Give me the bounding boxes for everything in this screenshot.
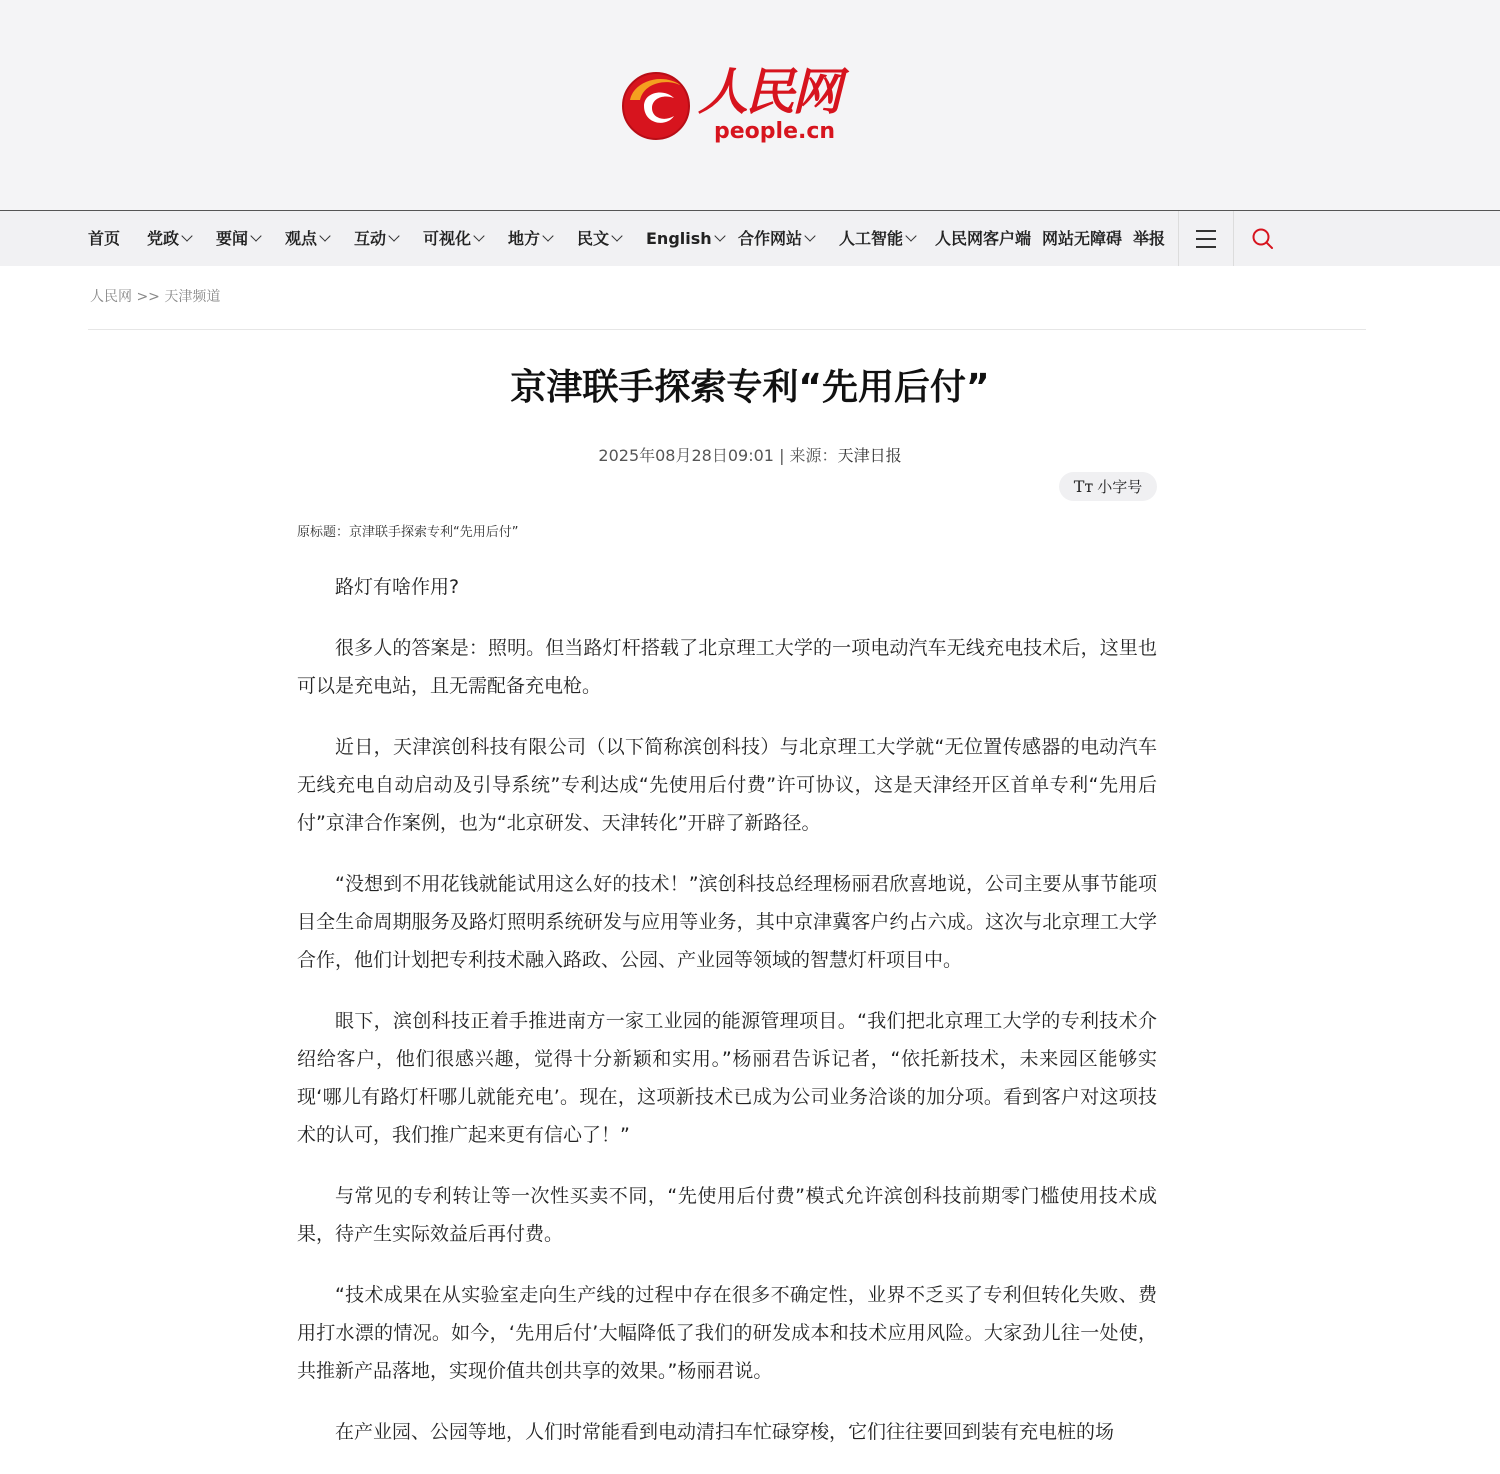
article-paragraph: 眼下，滨创科技正着手推进南方一家工业园的能源管理项目。“我们把北京理工大学的专利技术介绍给客户，他们很感兴趣，觉得十分新颖和实用。”杨丽君告诉记者，“依托新技术，未来园区能够实现‘哪儿有路灯杆哪儿就能充电’。现在，这项新技术已成为公司业务洽谈的加分项。看到客户对这项技术的认可，我们推广起来更有信心了！”: [297, 1010, 1157, 1146]
article-meta: [250, 443, 1250, 469]
chevron-down-icon: [388, 230, 399, 241]
people-cn-logo[interactable]: [620, 62, 840, 150]
article-paragraph: 在产业园、公园等地，人们时常能看到电动清扫车忙碌穿梭，它们往往要回到装有充电桩的场: [335, 1421, 1115, 1443]
chevron-down-icon: [905, 230, 916, 241]
original-title: 原标题：京津联手探索专利“先用后付”: [297, 525, 519, 540]
nav-divider: [1178, 211, 1179, 266]
nav-item-report[interactable]: 举报: [1133, 229, 1166, 248]
chevron-down-icon: [319, 230, 330, 241]
nav-item-party[interactable]: 党政: [147, 211, 191, 266]
article-paragraph: 路灯有啥作用?: [335, 576, 460, 598]
site-header: [0, 0, 1500, 210]
chevron-down-icon: [542, 230, 553, 241]
nav-item-local[interactable]: 地方: [508, 211, 552, 266]
breadcrumb-channel-link[interactable]: 天津频道: [164, 289, 221, 305]
nav-item-opinion[interactable]: 观点: [285, 211, 329, 266]
font-size-icon: Tт: [1073, 477, 1094, 496]
breadcrumb-separator: >>: [136, 289, 160, 305]
font-size-toggle-button[interactable]: [1059, 472, 1157, 501]
meta-separator: |: [779, 446, 785, 465]
article-title: 京津联手探索专利“先用后付”: [510, 367, 990, 408]
nav-item-ethnic[interactable]: 民文: [577, 211, 621, 266]
breadcrumb: [90, 286, 220, 308]
nav-item-partners[interactable]: 合作网站: [738, 211, 814, 266]
nav-item-ai[interactable]: 人工智能: [839, 211, 915, 266]
main-nav: [0, 210, 1500, 266]
source-link[interactable]: 天津日报: [837, 446, 902, 465]
nav-item-english[interactable]: English: [646, 211, 724, 266]
logo-en-text: people.cn: [714, 119, 836, 144]
logo-cn-text: 人民网: [698, 62, 839, 121]
search-button[interactable]: [1234, 211, 1290, 266]
article-paragraph: 与常见的专利转让等一次性买卖不同，“先使用后付费”模式允许滨创科技前期零门槛使用技术成果，待产生实际效益后再付费。: [297, 1185, 1157, 1245]
nav-item-interaction[interactable]: 互动: [354, 211, 398, 266]
font-size-label: 小字号: [1097, 478, 1143, 496]
nav-item-app[interactable]: 人民网客户端: [935, 229, 1032, 248]
nav-item-home[interactable]: 首页: [88, 229, 121, 248]
chevron-down-icon: [611, 230, 622, 241]
article-paragraph: “没想到不用花钱就能试用这么好的技术！”滨创科技总经理杨丽君欣喜地说，公司主要从事节能项目全生命周期服务及路灯照明系统研发与应用等业务，其中京津冀客户约占六成。这次与北京理工大学合作，他们计划把专利技术融入路政、公园、产业园等领域的智慧灯杆项目中。: [297, 873, 1157, 971]
breadcrumb-home-link[interactable]: 人民网: [90, 289, 132, 305]
search-icon: [1251, 227, 1275, 251]
header-divider: [88, 329, 1366, 330]
article-paragraph: “技术成果在从实验室走向生产线的过程中存在很多不确定性，业界不乏买了专利但转化失败、费用打水漂的情况。如今，‘先用后付’大幅降低了我们的研发成本和技术应用风险。大家劲儿往一处使，共推新产品落地，实现价值共创共享的效果。”杨丽君说。: [297, 1284, 1157, 1382]
nav-item-accessibility[interactable]: 网站无障碍: [1042, 229, 1123, 248]
logo-swirl-icon: [620, 66, 694, 140]
hamburger-menu-button[interactable]: [1180, 211, 1232, 266]
source-label: 来源：: [789, 446, 838, 465]
chevron-down-icon: [181, 230, 192, 241]
chevron-down-icon: [714, 230, 725, 241]
chevron-down-icon: [250, 230, 261, 241]
nav-item-news[interactable]: 要闻: [216, 211, 260, 266]
article-paragraph: 近日，天津滨创科技有限公司（以下简称滨创科技）与北京理工大学就“无位置传感器的电动汽车无线充电自动启动及引导系统”专利达成“先使用后付费”许可协议，这是天津经开区首单专利“先用后付”京津合作案例，也为“北京研发、天津转化”开辟了新路径。: [297, 736, 1157, 834]
chevron-down-icon: [473, 230, 484, 241]
chevron-down-icon: [804, 230, 815, 241]
article-body: [297, 568, 1157, 1474]
article-paragraph: 很多人的答案是：照明。但当路灯杆搭载了北京理工大学的一项电动汽车无线充电技术后，这里也可以是充电站，且无需配备充电枪。: [297, 637, 1157, 697]
publish-datetime: 2025年08月28日09:01: [598, 446, 774, 465]
nav-item-visual[interactable]: 可视化: [423, 211, 483, 266]
